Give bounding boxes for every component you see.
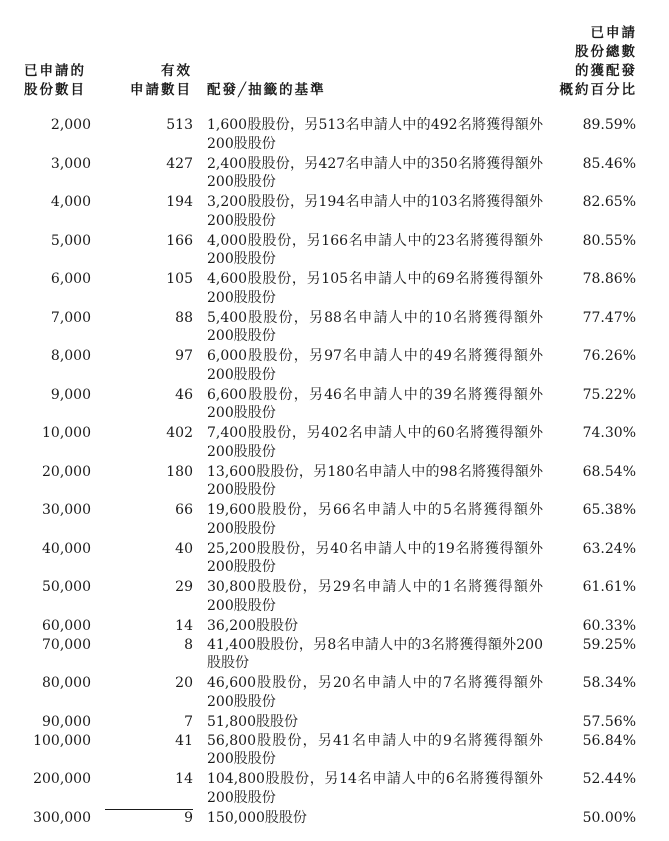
allotment-basis-cell: 6,600股股份，另46名申請人中的39名將獲得額外200股股份 [207,386,543,421]
allotment-basis-cell: 19,600股股份，另66名申請人中的5名將獲得額外200股股份 [207,502,543,537]
shares-applied-cell: 9,000 [50,386,91,403]
valid-applications-cell: 40 [175,540,193,557]
percentage-cell: 57.56% [582,713,636,730]
shares-applied-cell: 200,000 [33,771,91,787]
table-row [0,347,669,384]
shares-applied-cell: 300,000 [33,809,91,826]
percentage-cell: 65.38% [582,502,636,518]
percentage-cell: 50.00% [582,809,636,826]
allotment-basis-cell: 25,200股股份，另40名申請人中的19名將獲得額外200股股份 [207,540,543,575]
percentage-cell: 74.30% [582,425,636,441]
percentage-cell: 68.54% [582,463,636,480]
valid-applications-cell: 9 [184,809,193,826]
shares-applied-cell: 20,000 [42,463,91,480]
percentage-cell: 82.65% [582,194,636,210]
table-row [0,770,669,807]
allotment-basis-cell: 1,600股股份，另513名申請人中的492名將獲得額外200股股份 [207,117,543,152]
header-valid-applications: 有效 申請數目 [130,63,192,98]
allotment-basis-cell: 6,000股股份，另97名申請人中的49名將獲得額外200股股份 [207,348,543,383]
valid-applications-cell: 14 [175,771,193,787]
percentage-cell: 76.26% [582,348,636,364]
table-row [0,193,669,230]
allotment-basis-cell: 46,600股股份，另20名申請人中的7名將獲得額外200股股份 [207,675,543,710]
valid-applications-cell: 97 [175,348,193,364]
valid-applications-cell: 14 [175,617,193,634]
valid-applications-cell: 8 [184,636,193,653]
percentage-cell: 78.86% [582,271,636,287]
allotment-basis-cell: 3,200股股份，另194名申請人中的103名將獲得額外200股股份 [207,194,543,229]
valid-applications-cell: 513 [166,117,193,133]
percentage-cell: 59.25% [582,636,636,653]
shares-applied-cell: 10,000 [42,425,91,441]
table-row [0,155,669,192]
table-row [0,424,669,461]
valid-applications-cell: 402 [166,425,193,441]
shares-applied-cell: 6,000 [50,271,91,287]
shares-applied-cell: 90,000 [42,713,91,730]
valid-applications-cell: 194 [166,194,193,210]
table-row [0,578,669,615]
table-row [0,674,669,711]
shares-applied-cell: 50,000 [42,579,91,595]
shares-applied-cell: 5,000 [50,232,91,249]
shares-applied-cell: 2,000 [50,117,91,133]
table-row [0,617,669,636]
percentage-cell: 75.22% [582,386,636,403]
percentage-cell: 60.33% [582,617,636,634]
allotment-basis-cell: 4,600股股份，另105名申請人中的69名將獲得額外200股股份 [207,271,543,306]
shares-applied-cell: 100,000 [33,732,91,749]
valid-applications-cell: 166 [166,232,193,249]
allotment-basis-cell: 4,000股股份，另166名申請人中的23名將獲得額外200股股份 [207,232,543,267]
allotment-basis-cell: 51,800股股份 [207,713,298,730]
percentage-cell: 80.55% [582,232,636,249]
shares-applied-cell: 70,000 [42,636,91,653]
shares-applied-cell: 40,000 [42,540,91,557]
table-row [0,270,669,307]
total-rule [105,809,193,810]
table-row [0,116,669,153]
table-row [0,501,669,538]
valid-applications-cell: 41 [175,732,193,749]
table-row [0,809,669,828]
allotment-basis-cell: 2,400股股份，另427名申請人中的350名將獲得額外200股股份 [207,155,543,190]
shares-applied-cell: 30,000 [42,502,91,518]
valid-applications-cell: 29 [175,579,193,595]
percentage-cell: 61.61% [582,579,636,595]
table-row [0,713,669,732]
percentage-cell: 52.44% [582,771,636,787]
percentage-cell: 89.59% [582,117,636,133]
percentage-cell: 85.46% [582,155,636,172]
allotment-basis-cell: 56,800股股份，另41名申請人中的9名將獲得額外200股股份 [207,732,543,767]
percentage-cell: 77.47% [582,309,636,326]
allotment-basis-cell: 30,800股股份，另29名申請人中的1名將獲得額外200股股份 [207,579,543,614]
percentage-cell: 63.24% [582,540,636,557]
allotment-basis-cell: 104,800股股份，另14名申請人中的6名將獲得額外200股股份 [207,771,543,806]
valid-applications-cell: 20 [175,675,193,691]
table-row [0,540,669,577]
shares-applied-cell: 7,000 [50,309,91,326]
valid-applications-cell: 88 [175,309,193,326]
table-row [0,386,669,423]
table-header [0,0,669,110]
allotment-basis-cell: 5,400股股份，另88名申請人中的10名將獲得額外200股股份 [207,309,543,344]
shares-applied-cell: 60,000 [42,617,91,634]
valid-applications-cell: 7 [184,713,193,730]
table-row [0,636,669,673]
percentage-cell: 56.84% [582,732,636,749]
valid-applications-cell: 66 [175,502,193,518]
header-approx-percentage: 已申請 股份總數 的獲配發 概約百分比 [559,25,637,98]
shares-applied-cell: 80,000 [42,675,91,691]
header-allotment-basis: 配發╱抽籤的基準 [207,82,326,98]
allotment-basis-cell: 36,200股股份 [207,617,298,634]
header-shares-applied: 已申請的 股份數目 [24,63,86,98]
allotment-basis-cell: 41,400股股份，另8名申請人中的3名將獲得額外200股股份 [207,636,543,671]
shares-applied-cell: 4,000 [50,194,91,210]
table-row [0,309,669,346]
shares-applied-cell: 3,000 [50,155,91,172]
allotment-basis-cell: 13,600股股份，另180名申請人中的98名將獲得額外200股股份 [207,463,543,498]
table-row [0,463,669,500]
allotment-basis-cell: 150,000股股份 [207,809,307,826]
table-row [0,232,669,269]
valid-applications-cell: 105 [166,271,193,287]
table-row [0,732,669,769]
valid-applications-cell: 180 [166,463,193,480]
valid-applications-cell: 427 [166,155,193,172]
shares-applied-cell: 8,000 [50,348,91,364]
percentage-cell: 58.34% [582,675,636,691]
allotment-basis-cell: 7,400股股份，另402名申請人中的60名將獲得額外200股股份 [207,425,543,460]
valid-applications-cell: 46 [175,386,193,403]
